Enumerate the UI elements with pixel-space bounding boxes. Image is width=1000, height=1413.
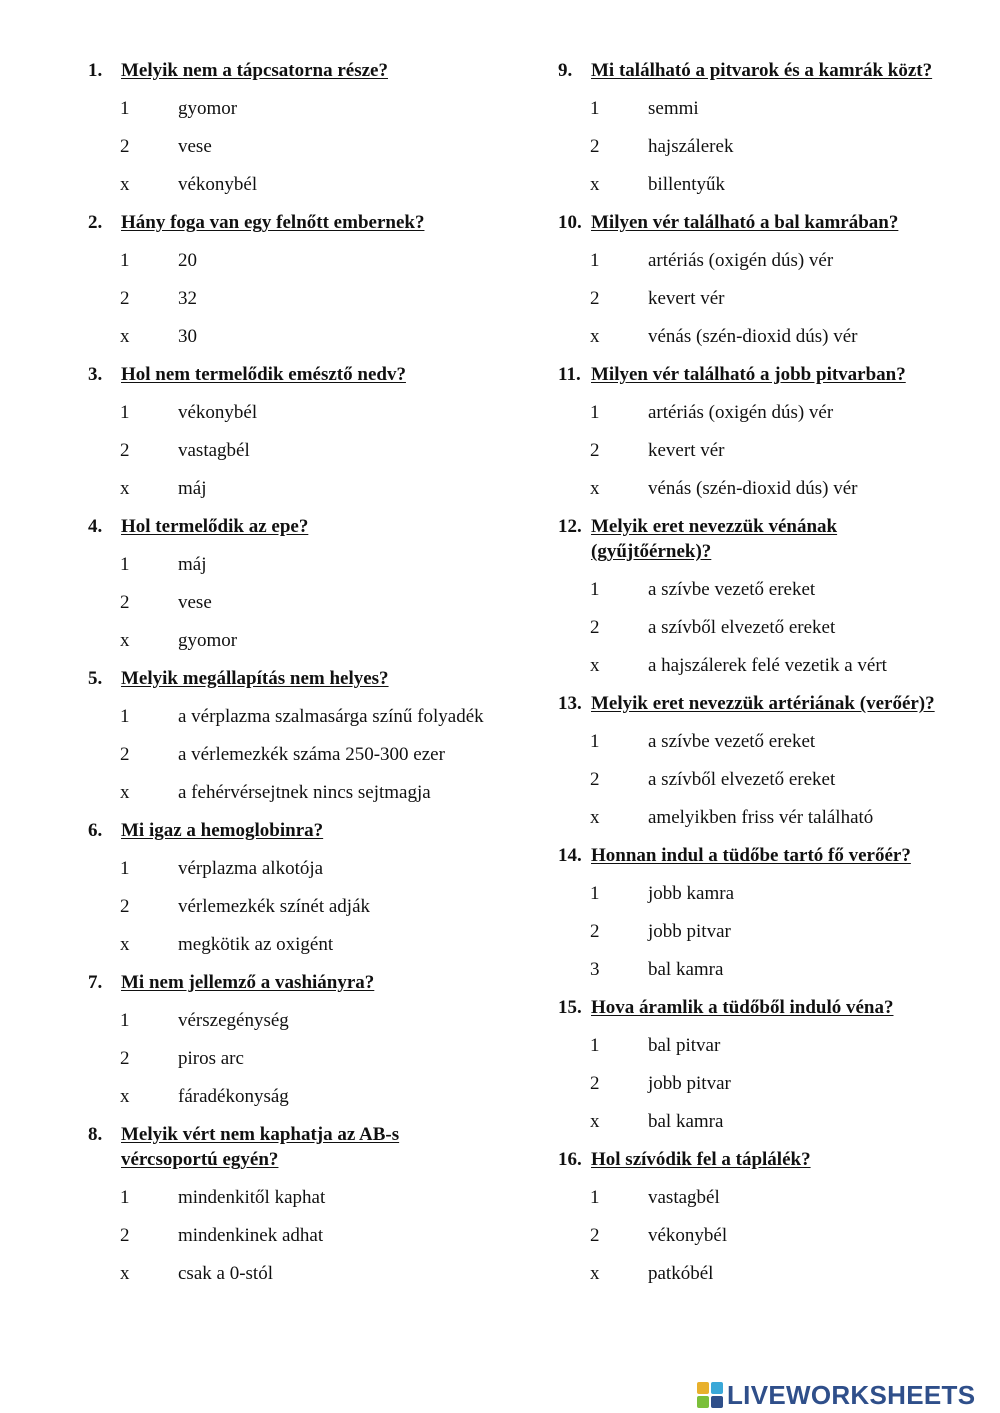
answer-options xyxy=(558,577,958,678)
question-spacer xyxy=(88,805,488,818)
question-number: 11. xyxy=(558,364,581,385)
question-spacer xyxy=(88,1109,488,1122)
question-heading xyxy=(88,210,488,235)
question-number: 16. xyxy=(558,1149,582,1170)
answer-key: x xyxy=(590,326,600,347)
logo-tile-1 xyxy=(697,1382,709,1394)
questions-column-right xyxy=(558,58,958,1299)
answer-key: x xyxy=(590,807,600,828)
question xyxy=(558,210,958,362)
answer-text: a szívből elvezető ereket xyxy=(648,769,836,790)
question-spacer xyxy=(558,349,958,362)
question-number: 3. xyxy=(88,364,103,385)
answer-option[interactable] xyxy=(558,1033,958,1058)
question xyxy=(88,514,488,666)
answer-option[interactable] xyxy=(88,704,488,729)
question-heading xyxy=(558,691,958,716)
question-heading xyxy=(88,362,488,387)
answer-option[interactable] xyxy=(558,919,958,944)
question-text: Hol nem termelődik emésztő nedv? xyxy=(121,364,406,385)
answer-text: semmi xyxy=(648,98,699,119)
answer-text: vérlemezkék színét adják xyxy=(178,896,371,917)
answer-text: artériás (oxigén dús) vér xyxy=(648,402,834,423)
question-text: Milyen vér található a jobb pitvarban? xyxy=(591,364,906,385)
answer-key: 2 xyxy=(120,440,130,461)
answer-option[interactable] xyxy=(88,1261,488,1286)
answer-option[interactable] xyxy=(88,1084,488,1109)
answer-key: 1 xyxy=(590,579,600,600)
answer-key: 2 xyxy=(120,1048,130,1069)
answer-option[interactable] xyxy=(558,957,958,982)
question-heading xyxy=(558,362,958,387)
answer-key: 3 xyxy=(590,959,600,980)
answer-key: 2 xyxy=(590,921,600,942)
answer-text: a fehérvérsejtnek nincs sejtmagja xyxy=(178,782,431,803)
question-spacer xyxy=(88,197,488,210)
answer-text: vénás (szén-dioxid dús) vér xyxy=(648,326,858,347)
answer-key: x xyxy=(120,326,130,347)
answer-text: megkötik az oxigént xyxy=(178,934,334,955)
question-spacer xyxy=(558,197,958,210)
answer-option[interactable] xyxy=(88,438,488,463)
question-spacer xyxy=(558,501,958,514)
answer-option[interactable] xyxy=(88,780,488,805)
answer-option[interactable] xyxy=(88,286,488,311)
answer-text: mindenkitől kaphat xyxy=(178,1187,326,1208)
answer-text: piros arc xyxy=(178,1048,244,1069)
answer-key: 1 xyxy=(590,402,600,423)
answer-key: 2 xyxy=(120,896,130,917)
answer-option[interactable] xyxy=(88,856,488,881)
question-number: 7. xyxy=(88,972,103,993)
answer-key: 2 xyxy=(590,617,600,638)
answer-text: a hajszálerek felé vezetik a vért xyxy=(648,655,887,676)
question-number: 2. xyxy=(88,212,103,233)
answer-option[interactable] xyxy=(88,742,488,767)
answer-option[interactable] xyxy=(88,628,488,653)
answer-key: 2 xyxy=(590,1225,600,1246)
answer-option[interactable] xyxy=(558,476,958,501)
answer-option[interactable] xyxy=(88,96,488,121)
question xyxy=(88,58,488,210)
answer-key: 1 xyxy=(590,1187,600,1208)
answer-key: x xyxy=(590,1263,600,1284)
answer-key: 2 xyxy=(120,136,130,157)
answer-key: 2 xyxy=(590,440,600,461)
answer-text: jobb pitvar xyxy=(648,1073,731,1094)
answer-option[interactable] xyxy=(558,172,958,197)
answer-key: 2 xyxy=(120,592,130,613)
answer-options xyxy=(88,704,488,805)
answer-text: vékonybél xyxy=(648,1225,728,1246)
answer-text: vese xyxy=(178,592,212,613)
question-heading xyxy=(558,58,958,83)
answer-text: vénás (szén-dioxid dús) vér xyxy=(648,478,858,499)
answer-option[interactable] xyxy=(88,552,488,577)
answer-option[interactable] xyxy=(558,96,958,121)
question-spacer xyxy=(88,501,488,514)
question xyxy=(88,666,488,818)
answer-options xyxy=(558,1033,958,1134)
answer-text: máj xyxy=(178,554,207,575)
logo-tile-2 xyxy=(711,1382,723,1394)
answer-option[interactable] xyxy=(88,1223,488,1248)
answer-option[interactable] xyxy=(88,476,488,501)
question-number: 14. xyxy=(558,845,582,866)
question-number: 8. xyxy=(88,1124,103,1145)
question-heading xyxy=(558,843,958,868)
question-heading xyxy=(88,1122,488,1172)
answer-option[interactable] xyxy=(88,932,488,957)
answer-options xyxy=(558,96,958,197)
answer-text: a szívbe vezető ereket xyxy=(648,731,816,752)
question xyxy=(88,818,488,970)
answer-key: x xyxy=(120,174,130,195)
answer-option[interactable] xyxy=(558,805,958,830)
answer-key: 1 xyxy=(590,731,600,752)
answer-option[interactable] xyxy=(558,400,958,425)
question-spacer xyxy=(558,1286,958,1299)
answer-option[interactable] xyxy=(88,894,488,919)
answer-key: 1 xyxy=(120,1187,130,1208)
answer-text: a vérlemezkék száma 250-300 ezer xyxy=(178,744,445,765)
question xyxy=(558,1147,958,1299)
answer-text: vastagbél xyxy=(648,1187,720,1208)
question xyxy=(558,691,958,843)
answer-option[interactable] xyxy=(558,1185,958,1210)
answer-key: 1 xyxy=(120,706,130,727)
question xyxy=(558,362,958,514)
question-text: Hol szívódik fel a táplálék? xyxy=(591,1149,811,1170)
question-text: Hol termelődik az epe? xyxy=(121,516,309,537)
question-heading xyxy=(88,58,488,83)
question-spacer xyxy=(558,830,958,843)
question-number: 9. xyxy=(558,60,573,81)
answer-option[interactable] xyxy=(558,1261,958,1286)
answer-text: kevert vér xyxy=(648,288,725,309)
answer-text: 32 xyxy=(178,288,197,309)
question-heading xyxy=(558,1147,958,1172)
answer-text: hajszálerek xyxy=(648,136,734,157)
answer-key: 1 xyxy=(590,98,600,119)
question xyxy=(558,995,958,1147)
answer-key: 1 xyxy=(590,1035,600,1056)
answer-text: vérszegénység xyxy=(178,1010,289,1031)
question-spacer xyxy=(88,349,488,362)
answer-options xyxy=(88,248,488,349)
answer-key: x xyxy=(590,655,600,676)
answer-option[interactable] xyxy=(558,1223,958,1248)
answer-text: a szívbe vezető ereket xyxy=(648,579,816,600)
question-number: 10. xyxy=(558,212,582,233)
answer-option[interactable] xyxy=(558,1071,958,1096)
answer-text: kevert vér xyxy=(648,440,725,461)
answer-key: 1 xyxy=(120,858,130,879)
answer-options xyxy=(88,1008,488,1109)
answer-text: vérplazma alkotója xyxy=(178,858,324,879)
answer-options xyxy=(558,400,958,501)
question xyxy=(558,843,958,995)
answer-option[interactable] xyxy=(88,248,488,273)
answer-text: a vérplazma szalmasárga színű folyadék xyxy=(178,706,484,727)
logo-tile-3 xyxy=(697,1396,709,1408)
question-spacer xyxy=(88,957,488,970)
question-number: 6. xyxy=(88,820,103,841)
answer-text: bal kamra xyxy=(648,1111,724,1132)
answer-option[interactable] xyxy=(558,767,958,792)
answer-option[interactable] xyxy=(558,324,958,349)
answer-options xyxy=(558,248,958,349)
answer-option[interactable] xyxy=(558,729,958,754)
answer-text: mindenkinek adhat xyxy=(178,1225,324,1246)
answer-option[interactable] xyxy=(88,1008,488,1033)
answer-text: bal pitvar xyxy=(648,1035,721,1056)
answer-option[interactable] xyxy=(558,286,958,311)
answer-option[interactable] xyxy=(88,172,488,197)
answer-text: vese xyxy=(178,136,212,157)
answer-key: 1 xyxy=(120,402,130,423)
question-heading xyxy=(88,666,488,691)
answer-key: 1 xyxy=(120,1010,130,1031)
answer-option[interactable] xyxy=(558,134,958,159)
question-spacer xyxy=(558,1134,958,1147)
questions-column-left xyxy=(88,58,488,1299)
question-number: 15. xyxy=(558,997,582,1018)
question-text: Mi igaz a hemoglobinra? xyxy=(121,820,324,841)
answer-text: gyomor xyxy=(178,630,238,651)
question-spacer xyxy=(558,982,958,995)
answer-option[interactable] xyxy=(558,881,958,906)
answer-key: 2 xyxy=(120,1225,130,1246)
answer-key: x xyxy=(120,630,130,651)
answer-key: x xyxy=(120,1263,130,1284)
question-number: 5. xyxy=(88,668,103,689)
answer-option[interactable] xyxy=(88,400,488,425)
answer-text: a szívből elvezető ereket xyxy=(648,617,836,638)
answer-text: máj xyxy=(178,478,207,499)
answer-options xyxy=(558,729,958,830)
answer-text: patkóbél xyxy=(648,1263,714,1284)
question-number: 4. xyxy=(88,516,103,537)
answer-key: 2 xyxy=(120,288,130,309)
question-text: Melyik nem a tápcsatorna része? xyxy=(121,60,388,81)
liveworksheets-logo-icon xyxy=(697,1382,723,1408)
answer-key: x xyxy=(120,1086,130,1107)
answer-option[interactable] xyxy=(558,653,958,678)
answer-key: 2 xyxy=(120,744,130,765)
answer-key: x xyxy=(120,478,130,499)
answer-text: billentyűk xyxy=(648,174,726,195)
answer-option[interactable] xyxy=(558,615,958,640)
question-spacer xyxy=(88,1286,488,1299)
answer-key: x xyxy=(120,782,130,803)
question-heading xyxy=(558,210,958,235)
question-text: Mi nem jellemző a vashiányra? xyxy=(121,972,375,993)
answer-text: fáradékonyság xyxy=(178,1086,289,1107)
answer-text: amelyikben friss vér található xyxy=(648,807,874,828)
answer-key: 2 xyxy=(590,1073,600,1094)
question xyxy=(558,514,958,691)
answer-text: vékonybél xyxy=(178,174,258,195)
answer-key: 1 xyxy=(120,554,130,575)
answer-option[interactable] xyxy=(88,1185,488,1210)
answer-options xyxy=(88,552,488,653)
answer-key: 1 xyxy=(120,98,130,119)
answer-key: 1 xyxy=(590,883,600,904)
question-text: Melyik vért nem kaphatja az AB-s vércsoportú egyén? xyxy=(121,1124,400,1170)
answer-text: vastagbél xyxy=(178,440,250,461)
answer-option[interactable] xyxy=(558,1109,958,1134)
question xyxy=(88,210,488,362)
question-number: 1. xyxy=(88,60,103,81)
answer-options xyxy=(88,96,488,197)
question-text: Mi található a pitvarok és a kamrák közt? xyxy=(591,60,933,81)
question xyxy=(558,58,958,210)
answer-text: jobb pitvar xyxy=(648,921,731,942)
answer-key: 1 xyxy=(120,250,130,271)
logo-tile-4 xyxy=(711,1396,723,1408)
answer-key: x xyxy=(590,174,600,195)
answer-text: csak a 0-stól xyxy=(178,1263,273,1284)
answer-text: vékonybél xyxy=(178,402,258,423)
answer-key: x xyxy=(590,1111,600,1132)
answer-options xyxy=(88,400,488,501)
question-heading xyxy=(558,514,958,564)
answer-key: 2 xyxy=(590,769,600,790)
question-heading xyxy=(88,970,488,995)
question-spacer xyxy=(88,653,488,666)
question-heading xyxy=(88,514,488,539)
question-text: Milyen vér található a bal kamrában? xyxy=(591,212,899,233)
answer-option[interactable] xyxy=(558,248,958,273)
question-text: Honnan indul a tüdőbe tartó fő verőér? xyxy=(591,845,911,866)
answer-text: jobb kamra xyxy=(648,883,735,904)
question-heading xyxy=(558,995,958,1020)
answer-text: bal kamra xyxy=(648,959,724,980)
answer-option[interactable] xyxy=(88,590,488,615)
answer-options xyxy=(88,856,488,957)
question-text: Melyik eret nevezzük vénának (gyűjtőérnek)? xyxy=(591,516,838,562)
answer-option[interactable] xyxy=(88,134,488,159)
question-number: 12. xyxy=(558,516,582,537)
question xyxy=(88,362,488,514)
question-text: Hova áramlik a tüdőből induló véna? xyxy=(591,997,894,1018)
answer-option[interactable] xyxy=(88,324,488,349)
answer-option[interactable] xyxy=(558,438,958,463)
question-spacer xyxy=(558,678,958,691)
answer-key: 1 xyxy=(590,250,600,271)
answer-options xyxy=(558,881,958,982)
answer-key: x xyxy=(120,934,130,955)
question xyxy=(88,1122,488,1299)
question xyxy=(88,970,488,1122)
liveworksheets-logo xyxy=(697,1380,997,1410)
question-text: Melyik megállapítás nem helyes? xyxy=(121,668,389,689)
answer-option[interactable] xyxy=(88,1046,488,1071)
answer-key: x xyxy=(590,478,600,499)
question-text: Melyik eret nevezzük artériának (verőér)? xyxy=(591,693,935,714)
answer-key: 2 xyxy=(590,136,600,157)
answer-key: 2 xyxy=(590,288,600,309)
answer-text: gyomor xyxy=(178,98,238,119)
question-text: Hány foga van egy felnőtt embernek? xyxy=(121,212,425,233)
question-heading xyxy=(88,818,488,843)
answer-text: 20 xyxy=(178,250,197,271)
answer-text: 30 xyxy=(178,326,197,347)
answer-options xyxy=(558,1185,958,1286)
answer-option[interactable] xyxy=(558,577,958,602)
question-number: 13. xyxy=(558,693,582,714)
answer-options xyxy=(88,1185,488,1286)
answer-text: artériás (oxigén dús) vér xyxy=(648,250,834,271)
brand-name: LIVEWORKSHEETS xyxy=(727,1379,976,1410)
